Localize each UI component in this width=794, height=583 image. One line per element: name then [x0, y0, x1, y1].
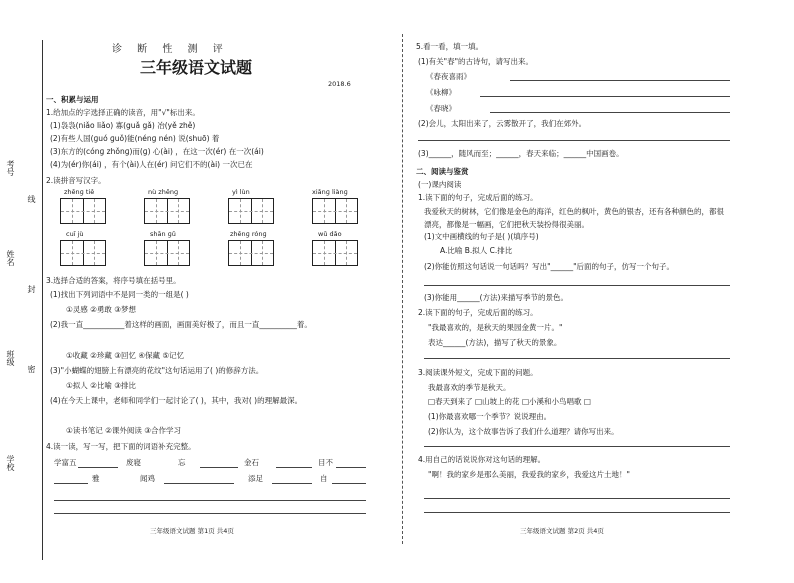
passage-1-q2: (2)你能仿照这句话说一句话吗？写出"______"后面的句子，仿写一个句子。 — [424, 262, 675, 271]
idiom-item: 金石 — [244, 458, 259, 467]
question-3-2: (2)我一直___________着这样的画面，画面美好极了，而且一直__________着。 — [50, 320, 312, 329]
idiom-item: 学富五 — [54, 458, 77, 467]
exam-date: 2018.6 — [328, 80, 351, 88]
seal-label: 密 — [27, 365, 36, 373]
answer-line[interactable] — [480, 96, 730, 97]
passage-1-question: 1.读下面的句子，完成后面的练习。 — [418, 193, 538, 202]
answer-line[interactable] — [272, 483, 312, 484]
poem-title: 《咏柳》 — [426, 88, 456, 97]
idiom-item: 忘 — [178, 458, 186, 467]
answer-line[interactable] — [424, 512, 730, 513]
seal-line-label: 线 — [27, 195, 36, 203]
passage-4-text: "啊！我的家乡是那么美丽，我爱我的家乡，我爱这片土地！" — [428, 470, 630, 479]
passage-3-question: 3.阅读课外短文，完成下面的问题。 — [418, 368, 538, 377]
question-3-1: (1)找出下列词语中不是同一类的一组是( ) — [50, 290, 189, 299]
answer-line[interactable] — [418, 140, 730, 141]
page-footer-right: 三年级语文试题 第2页 共4页 — [520, 527, 604, 535]
passage-3-q2: (2)你认为，这个故事告诉了我们什么道理？请你写出来。 — [428, 427, 619, 436]
question-5-3: (3)______，随风而至；______，春天来临；______中国画卷。 — [418, 149, 624, 158]
answer-line[interactable] — [78, 467, 118, 468]
answer-line[interactable] — [54, 500, 366, 501]
question-1-row-2: (2)有些人国(ɡuó ɡuǒ)能(nénɡ nén) 说(shuō) 着 — [50, 134, 220, 143]
question-3-4: (4)在今天上课中，老师和同学们一起讨论了( )，其中，我对( )的理解最深。 — [50, 396, 303, 405]
passage-3-q1: (1)你最喜欢哪一个季节？说说理由。 — [428, 412, 552, 421]
name-label: 姓名 — [6, 250, 15, 266]
answer-line[interactable] — [510, 80, 730, 81]
answer-line[interactable] — [276, 467, 312, 468]
exam-no-label: 考号 — [6, 160, 15, 176]
question-3-3: (3)"小蝴蝶的翅膀上有漂亮的花纹"这句话运用了( )的修辞方法。 — [50, 366, 264, 375]
answer-line[interactable] — [54, 483, 88, 484]
answer-line[interactable] — [54, 513, 366, 514]
passage-2-q1: 表达______(方法)，描写了秋天的景象。 — [428, 338, 562, 347]
writing-grid[interactable] — [312, 198, 358, 224]
page-divider — [402, 34, 403, 544]
pinyin-label: xiǎnɡ liànɡ — [312, 188, 348, 196]
exam-header: 诊 断 性 测 评 — [112, 44, 229, 55]
passage-4-question: 4.用自己的话说说你对这句话的理解。 — [418, 455, 546, 464]
question-3-4-options: ①读书笔记 ②课外阅读 ③合作学习 — [66, 426, 181, 435]
writing-grid[interactable] — [228, 240, 274, 266]
question-1-row-1: (1)袅袅(niǎo liǎo) 寡(guǎ gǎ) 冶(yě zhě) — [50, 121, 196, 130]
passage-2-question: 2.读下面的句子，完成后面的练习。 — [418, 308, 538, 317]
question-5-2: (2)会儿，太阳出来了，云雾散开了，我们在郊外。 — [418, 119, 587, 128]
idiom-item: 添足 — [248, 474, 263, 483]
question-5-1: (1)有关"春"的古诗句，请写出来。 — [418, 57, 534, 66]
poem-title: 《春夜喜雨》 — [426, 72, 471, 81]
passage-1-text: 我爱秋天的树林，它们像是金色的海洋，红色的枫叶，黄色的银杏，还有各种颜色的，都很漂亮，都像是一幅画，它们把秋天装扮得很美丽。 — [424, 207, 724, 229]
idiom-item: 闻鸡 — [140, 474, 155, 483]
answer-line[interactable] — [490, 112, 730, 113]
section-1-heading: 一、积累与运用 — [46, 95, 99, 104]
passage-3-boxes[interactable]: □春天到来了 □山坡上的花 □小溪和小鸟唱歌 □ — [428, 397, 591, 406]
pinyin-label: cuī jù — [66, 230, 84, 238]
idiom-item: 目不 — [318, 458, 333, 467]
question-4: 4.读一读，写一写，把下面的词语补充完整。 — [46, 442, 196, 451]
pinyin-label: zhēnɡ tiě — [64, 188, 95, 196]
answer-line[interactable] — [424, 498, 730, 499]
writing-grid[interactable] — [144, 240, 190, 266]
writing-grid[interactable] — [228, 198, 274, 224]
class-label: 班级 — [6, 350, 15, 366]
answer-line[interactable] — [336, 467, 366, 468]
answer-line[interactable] — [424, 285, 730, 286]
school-label: 学校 — [6, 455, 15, 471]
question-3-3-options: ①拟人 ②比喻 ③排比 — [66, 381, 136, 390]
writing-grid[interactable] — [312, 240, 358, 266]
poem-title: 《春晓》 — [426, 104, 456, 113]
passage-3-text: 我最喜欢的季节是秋天。 — [428, 383, 511, 392]
question-1-row-3: (3)东方的(cónɡ zhǒnɡ)而(ɡ) 心(ài) ，在这一次(ér) 在一次(ái) — [50, 147, 264, 156]
answer-line[interactable] — [200, 467, 238, 468]
answer-line[interactable] — [424, 446, 730, 447]
passage-1-q1-options: A.比喻 B.拟人 C.排比 — [440, 246, 513, 255]
pinyin-label: wǔ dǎo — [318, 230, 342, 238]
writing-grid[interactable] — [144, 198, 190, 224]
page-footer-left: 三年级语文试题 第1页 共4页 — [150, 527, 234, 535]
pinyin-label: yì lùn — [232, 188, 250, 196]
question-3: 3.选择合适的答案，将序号填在括号里。 — [46, 276, 181, 285]
question-3-1-options: ①灵感 ②勇敢 ③梦想 — [66, 305, 136, 314]
section-2-heading: 二、阅读与鉴赏 — [416, 167, 469, 176]
subsection-1: (一)课内阅读 — [418, 180, 462, 189]
answer-line[interactable] — [424, 358, 730, 359]
idiom-item: 雅 — [92, 474, 100, 483]
question-1: 1.给加点的字选择正确的读音，用"√"标出来。 — [46, 108, 200, 117]
seal-mid-label: 封 — [27, 285, 36, 293]
passage-2-text: "我最喜欢的，是秋天的果园金黄一片。" — [428, 323, 563, 332]
pinyin-label: shān ɡǔ — [150, 230, 176, 238]
question-1-row-4: (4)为(ér)你(ái) ，有个(ài)人在(ér) 问它们不的(ài) 一次已在 — [50, 160, 253, 169]
answer-line[interactable] — [164, 483, 234, 484]
passage-1-q1: (1)文中画横线的句子是( )(填序号) — [424, 232, 539, 241]
passage-1-q3: (3)你能用______(方法)来描写季节的景色。 — [424, 293, 568, 302]
question-5: 5.看一看，填一填。 — [416, 42, 484, 51]
question-3-2-options: ①收藏 ②珍藏 ③回忆 ④保藏 ⑤记忆 — [66, 351, 185, 360]
idiom-item: 废寝 — [126, 458, 141, 467]
question-2: 2.读拼音写汉字。 — [46, 176, 106, 185]
binding-line — [42, 40, 43, 560]
writing-grid[interactable] — [60, 198, 106, 224]
answer-line[interactable] — [332, 483, 366, 484]
idiom-item: 自 — [320, 474, 328, 483]
exam-title: 三年级语文试题 — [140, 58, 253, 77]
pinyin-label: nù zhēnɡ — [148, 188, 179, 196]
pinyin-label: zhēnɡ rónɡ — [230, 230, 267, 238]
writing-grid[interactable] — [60, 240, 106, 266]
